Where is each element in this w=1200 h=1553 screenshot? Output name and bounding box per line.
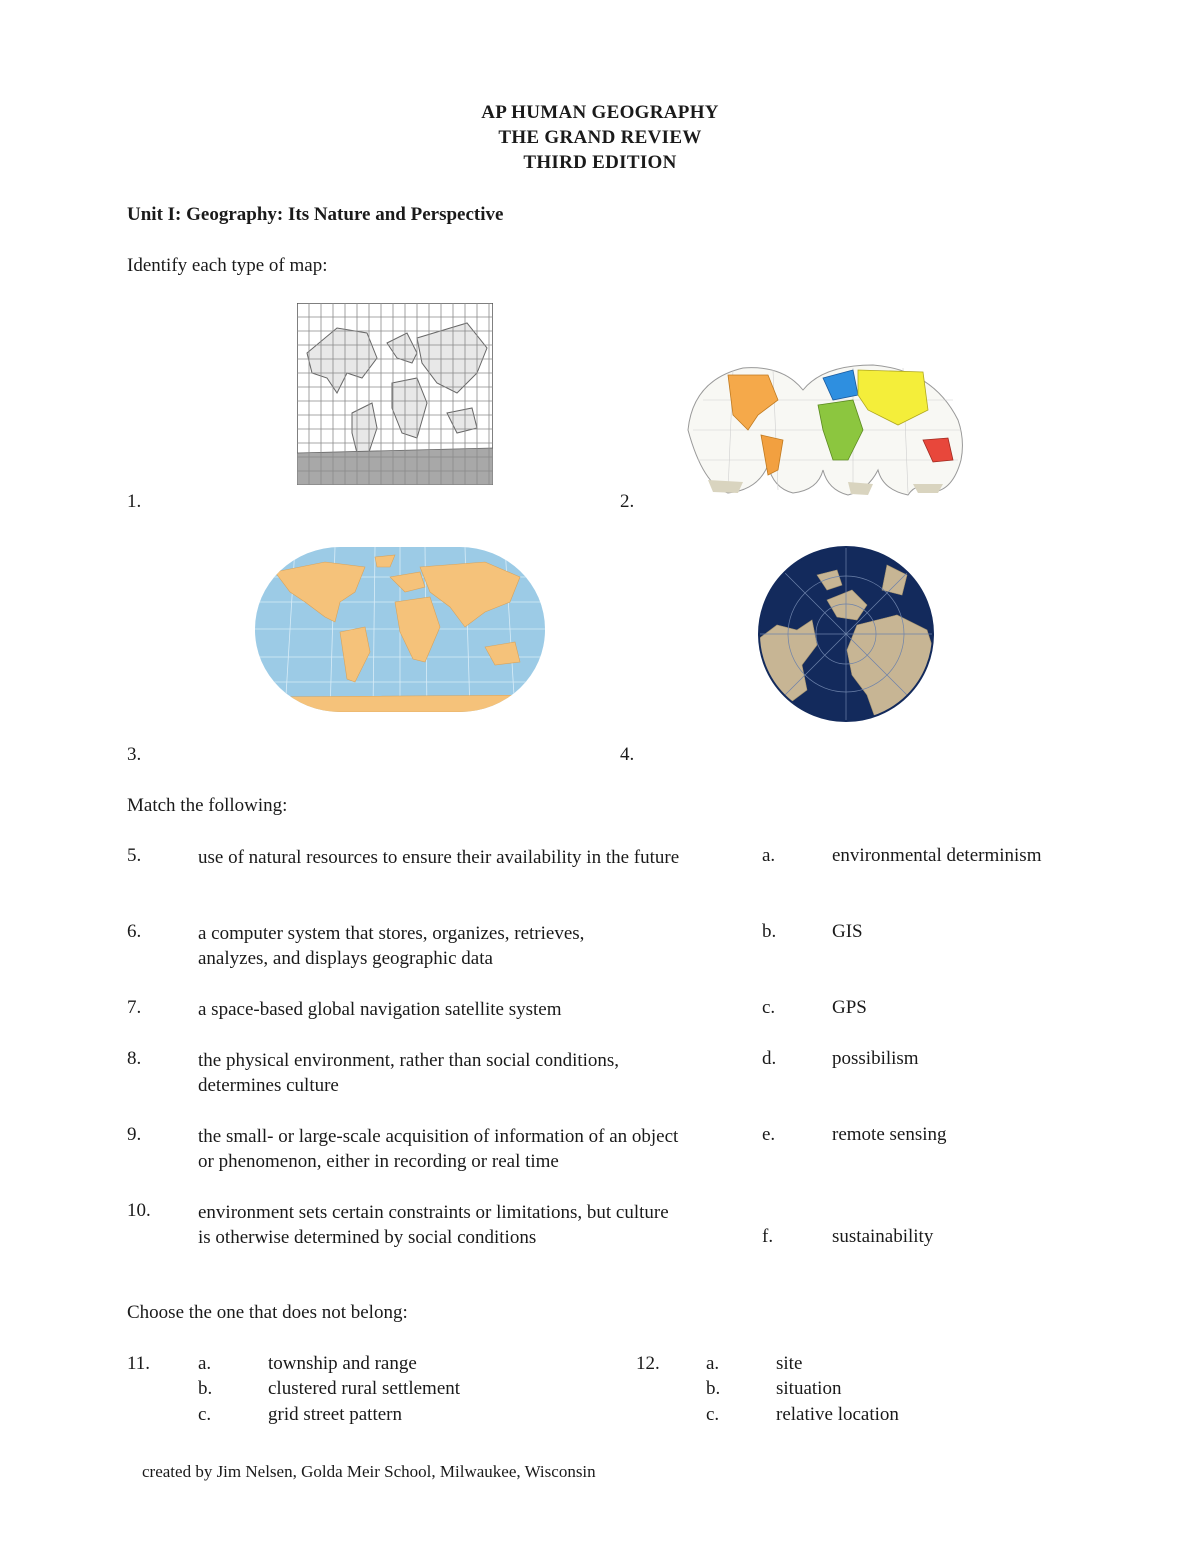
question-number: 9. — [127, 1124, 142, 1145]
option-text: site — [776, 1353, 803, 1374]
question-text: the small- or large-scale acquisition of information of an object or phenomenon, either in recording or real time — [198, 1126, 679, 1172]
question-text: environment sets certain constraints or limitations, but culture is otherwise determined by social conditions — [198, 1202, 669, 1248]
answer-text: possibilism — [832, 1048, 919, 1069]
map-2-interrupted-image — [683, 360, 967, 496]
question-text: a computer system that stores, organizes, retrieves, analyzes, and displays geographic data — [198, 923, 585, 969]
option-text: situation — [776, 1378, 842, 1399]
map-label-3: 3. — [127, 744, 142, 765]
answer-letter: a. — [762, 845, 776, 866]
answer-letter: e. — [762, 1124, 776, 1145]
doc-title-line1: AP HUMAN GEOGRAPHY — [481, 102, 719, 123]
question-number: 10. — [127, 1200, 151, 1221]
question-text: the physical environment, rather than social conditions, determines culture — [198, 1050, 620, 1096]
question-text: use of natural resources to ensure their availability in the future — [198, 847, 680, 868]
footer-credit: created by Jim Nelsen, Golda Meir School, Milwaukee, Wisconsin — [142, 1462, 596, 1481]
option-text: clustered rural settlement — [268, 1378, 461, 1399]
map-label-4: 4. — [620, 744, 635, 765]
option-text: township and range — [268, 1353, 417, 1374]
doc-title-line3: THIRD EDITION — [523, 152, 677, 173]
answer-text: sustainability — [832, 1226, 934, 1247]
map-4-azimuthal-image — [757, 545, 935, 723]
question-number: 5. — [127, 845, 142, 866]
question-number: 6. — [127, 921, 142, 942]
map-1-mercator-image — [297, 303, 493, 485]
option-letter: b. — [706, 1378, 721, 1399]
question-number: 11. — [127, 1353, 151, 1374]
map-3-robinson-image — [255, 547, 545, 712]
matching-instruction: Match the following: — [127, 795, 288, 816]
answer-letter: c. — [762, 997, 776, 1018]
answer-text: GPS — [832, 997, 867, 1018]
option-text: relative location — [776, 1404, 899, 1425]
question-number: 8. — [127, 1048, 142, 1069]
option-letter: b. — [198, 1378, 213, 1399]
question-number: 7. — [127, 997, 142, 1018]
question-text: a space-based global navigation satellite system — [198, 999, 562, 1020]
question-number: 12. — [636, 1353, 660, 1374]
option-letter: a. — [198, 1353, 212, 1374]
option-letter: c. — [198, 1404, 212, 1425]
answer-text: remote sensing — [832, 1124, 947, 1145]
unit-heading: Unit I: Geography: Its Nature and Perspective — [127, 204, 504, 225]
maps-instruction: Identify each type of map: — [127, 255, 328, 276]
answer-letter: b. — [762, 921, 777, 942]
option-letter: c. — [706, 1404, 720, 1425]
doc-title-line2: THE GRAND REVIEW — [498, 127, 702, 148]
map-label-1: 1. — [127, 491, 142, 512]
answer-letter: f. — [762, 1226, 774, 1247]
option-letter: a. — [706, 1353, 720, 1374]
answer-text: environmental determinism — [832, 845, 1042, 866]
answer-text: GIS — [832, 921, 863, 942]
odd-one-out-instruction: Choose the one that does not belong: — [127, 1302, 408, 1323]
map-label-2: 2. — [620, 491, 635, 512]
answer-letter: d. — [762, 1048, 777, 1069]
option-text: grid street pattern — [268, 1404, 403, 1425]
